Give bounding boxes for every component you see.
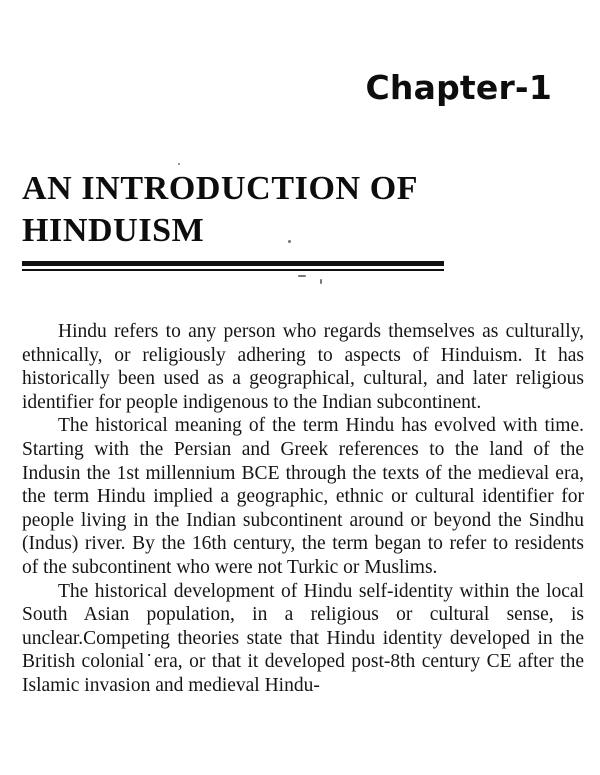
scan-speck [288,240,291,243]
chapter-title-line-1: AN INTRODUCTION OF [22,170,419,207]
scan-speck [178,163,180,165]
paragraph: The historical meaning of the term Hindu has evolved with time. Starting with the Persian and Greek references to the land of the Indusin the 1st millennium BCE through the texts of the medieval era, the term Hindu implied a geographic, ethnic or cultural identifier for people living in the Indian subcontinent around or beyond the Sindhu (Indus) river. By the 16th century, the term began to refer to residents of the subcontinent who were not Turkic or Muslims. [22,415,584,578]
body-text [22,320,584,698]
scan-speck [320,279,322,284]
title-divider-thick [22,261,444,266]
paragraph: The historical development of Hindu self-identity within the local South Asian population, in a religious or cultural sense, is unclear.Competing theories state that Hindu identity developed in the British colonial˙era, or that it developed post-8th century CE after the Islamic invasion and medieval Hindu- [22,580,584,696]
scan-speck [298,275,306,277]
chapter-title [22,168,542,252]
title-divider-thin [22,269,444,271]
chapter-label: Chapter-1 [365,68,552,107]
paragraph: Hindu refers to any person who regards themselves as culturally, ethnically, or religiously adhering to aspects of Hinduism. It has historically been used as a geographical, cultural, and later religious identifier for people indigenous to the Indian subcontinent. [22,321,584,413]
chapter-title-line-2: HINDUISM [22,212,205,249]
